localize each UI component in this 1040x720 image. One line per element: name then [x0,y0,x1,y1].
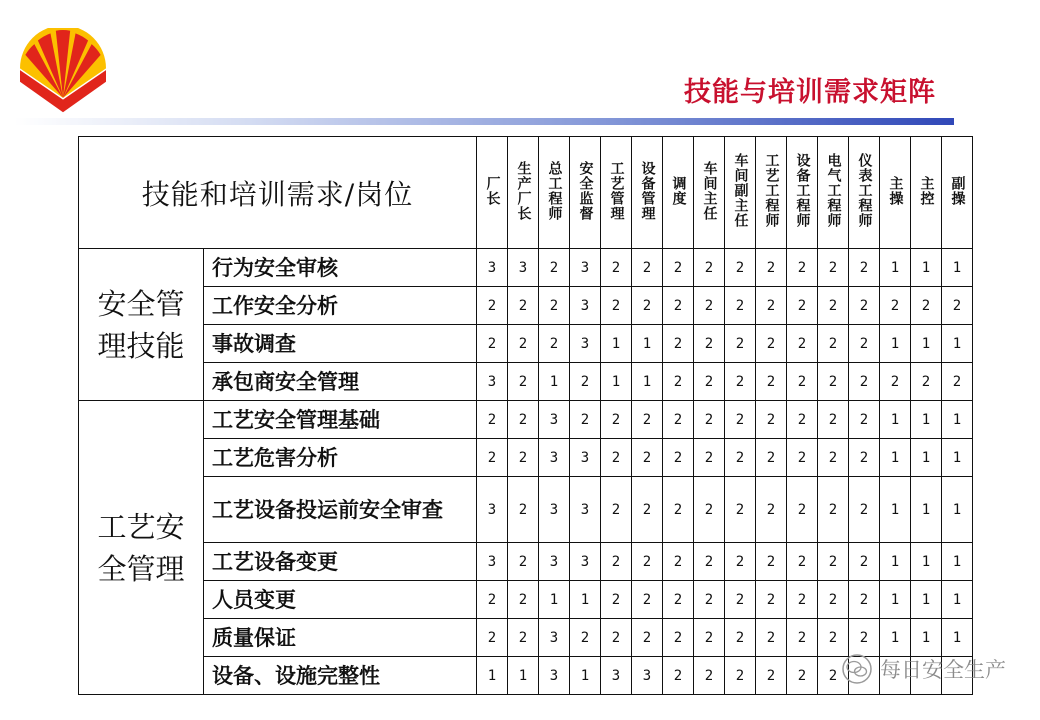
rating-cell: 1 [880,325,911,363]
rating-cell: 2 [508,363,539,401]
table-row [79,657,973,695]
rating-cell: 1 [880,619,911,657]
rating-cell: 2 [756,581,787,619]
rating-cell: 2 [818,439,849,477]
rating-cell: 1 [911,581,942,619]
rating-cell: 1 [477,657,508,695]
rating-cell: 2 [818,581,849,619]
rating-cell: 1 [570,581,601,619]
rating-cell: 2 [787,363,818,401]
rating-cell: 3 [539,657,570,695]
rating-cell: 2 [756,287,787,325]
rating-cell: 2 [477,581,508,619]
rating-cell: 2 [787,287,818,325]
rating-cell: 2 [694,249,725,287]
position-label: 车间主任 [701,160,718,221]
rating-cell: 2 [725,439,756,477]
position-header [725,137,756,249]
rating-cell: 2 [539,325,570,363]
rating-cell: 2 [787,401,818,439]
rating-cell: 2 [849,619,880,657]
rating-cell: 2 [694,543,725,581]
rating-cell: 2 [508,581,539,619]
rating-cell: 2 [849,543,880,581]
rating-cell: 2 [818,249,849,287]
table-row [79,287,973,325]
rating-cell: 2 [725,401,756,439]
header-row [79,137,973,249]
rating-cell: 2 [725,249,756,287]
rating-cell: 2 [756,657,787,695]
rating-cell: 3 [477,477,508,543]
rating-cell: 1 [632,363,663,401]
rating-cell: 2 [849,439,880,477]
rating-cell: 1 [942,477,973,543]
corner-label: 技能和培训需求/岗位 [79,137,477,249]
rating-cell: 1 [570,657,601,695]
rating-cell: 1 [942,543,973,581]
position-label: 设备工程师 [794,153,811,228]
position-header [942,137,973,249]
position-label: 总工程师 [546,160,563,221]
rating-cell: 2 [601,581,632,619]
rating-cell: 2 [694,439,725,477]
rating-cell: 1 [911,619,942,657]
position-header [663,137,694,249]
rating-cell: 3 [477,363,508,401]
table-row [79,363,973,401]
skill-name: 设备、设施完整性 [204,657,477,695]
rating-cell: 3 [539,477,570,543]
rating-cell: 1 [942,401,973,439]
rating-cell: 3 [570,439,601,477]
skill-name: 行为安全审核 [204,249,477,287]
rating-cell: 2 [849,287,880,325]
rating-cell: 2 [477,439,508,477]
rating-cell: 2 [508,477,539,543]
wechat-icon [842,654,872,684]
rating-cell: 2 [663,581,694,619]
rating-cell: 2 [663,543,694,581]
rating-cell: 1 [942,581,973,619]
category-label-line: 安全管 [97,286,185,321]
rating-cell: 2 [570,401,601,439]
rating-cell: 2 [694,477,725,543]
rating-cell: 2 [818,401,849,439]
rating-cell: 2 [849,325,880,363]
rating-cell: 1 [601,325,632,363]
rating-cell: 2 [694,619,725,657]
position-label: 安全监督 [577,160,594,221]
rating-cell: 2 [787,325,818,363]
rating-cell: 2 [663,325,694,363]
rating-cell: 3 [508,249,539,287]
position-label: 厂长 [484,175,501,206]
rating-cell: 1 [911,439,942,477]
rating-cell: 1 [880,401,911,439]
rating-cell: 2 [694,401,725,439]
rating-cell: 3 [539,401,570,439]
rating-cell: 2 [632,619,663,657]
rating-cell: 2 [849,363,880,401]
rating-cell: 1 [911,401,942,439]
rating-cell: 3 [570,249,601,287]
rating-cell: 2 [601,287,632,325]
slide-title: 技能与培训需求矩阵 [684,77,936,108]
rating-cell: 2 [601,401,632,439]
rating-cell: 2 [818,325,849,363]
rating-cell: 2 [725,543,756,581]
category-label-line: 工艺安 [97,509,185,544]
watermark [842,654,1006,684]
rating-cell: 2 [787,619,818,657]
rating-cell: 2 [477,401,508,439]
rating-cell: 2 [787,581,818,619]
rating-cell: 2 [942,287,973,325]
position-header [818,137,849,249]
rating-cell: 2 [818,287,849,325]
rating-cell: 1 [942,439,973,477]
rating-cell: 2 [601,477,632,543]
company-logo [18,28,108,114]
rating-cell: 2 [663,401,694,439]
rating-cell: 2 [880,363,911,401]
rating-cell: 3 [570,287,601,325]
table-row [79,543,973,581]
rating-cell: 1 [880,439,911,477]
rating-cell: 2 [725,363,756,401]
rating-cell: 2 [601,249,632,287]
table-row [79,249,973,287]
rating-cell: 2 [508,439,539,477]
rating-cell: 1 [942,619,973,657]
rating-cell: 2 [849,477,880,543]
rating-cell: 3 [539,619,570,657]
rating-cell: 2 [663,249,694,287]
table-row [79,619,973,657]
rating-cell: 2 [725,619,756,657]
rating-cell: 2 [632,581,663,619]
skill-name: 工艺危害分析 [204,439,477,477]
position-label: 电气工程师 [825,153,842,228]
table-row [79,401,973,439]
rating-cell: 2 [477,287,508,325]
rating-cell: 2 [663,439,694,477]
position-label: 主控 [918,175,935,206]
rating-cell: 1 [539,363,570,401]
rating-cell: 2 [539,287,570,325]
position-label: 副操 [949,175,966,206]
rating-cell: 2 [725,287,756,325]
position-header [849,137,880,249]
rating-cell: 2 [539,249,570,287]
rating-cell: 2 [818,543,849,581]
rating-cell: 2 [725,325,756,363]
rating-cell: 2 [663,619,694,657]
rating-cell: 2 [508,401,539,439]
rating-cell: 3 [539,439,570,477]
rating-cell: 2 [787,657,818,695]
rating-cell: 2 [508,619,539,657]
position-label: 工艺工程师 [763,153,780,228]
rating-cell: 2 [632,477,663,543]
rating-cell: 2 [601,439,632,477]
position-header [632,137,663,249]
skill-name: 工艺设备变更 [204,543,477,581]
rating-cell: 2 [880,287,911,325]
rating-cell: 2 [756,401,787,439]
rating-cell: 2 [694,363,725,401]
position-header [756,137,787,249]
rating-cell: 1 [632,325,663,363]
rating-cell: 2 [508,325,539,363]
skill-name: 人员变更 [204,581,477,619]
rating-cell: 2 [787,543,818,581]
rating-cell: 2 [725,657,756,695]
skill-name: 工艺设备投运前安全审查 [204,477,477,543]
position-label: 调度 [670,175,687,206]
rating-cell: 2 [756,249,787,287]
rating-cell: 2 [570,619,601,657]
rating-cell: 3 [477,249,508,287]
rating-cell: 2 [632,401,663,439]
rating-cell: 1 [601,363,632,401]
rating-cell: 2 [756,477,787,543]
position-header [787,137,818,249]
rating-cell: 2 [756,439,787,477]
rating-cell: 1 [880,249,911,287]
rating-cell: 2 [818,363,849,401]
rating-cell: 2 [694,581,725,619]
rating-cell: 2 [818,619,849,657]
rating-cell: 2 [849,249,880,287]
rating-cell: 1 [539,581,570,619]
category-label [79,283,203,367]
rating-cell: 2 [632,543,663,581]
table-row [79,581,973,619]
rating-cell: 2 [508,287,539,325]
skill-name: 事故调查 [204,325,477,363]
category-label [79,506,203,590]
rating-cell: 2 [694,657,725,695]
rating-cell: 2 [601,543,632,581]
rating-cell: 2 [818,477,849,543]
skills-matrix-table [78,136,973,695]
rating-cell: 2 [787,249,818,287]
title-divider [14,118,954,125]
rating-cell: 2 [756,363,787,401]
rating-cell: 2 [508,543,539,581]
rating-cell: 2 [756,543,787,581]
table-row [79,439,973,477]
rating-cell: 3 [477,543,508,581]
rating-cell: 1 [880,581,911,619]
rating-cell: 1 [942,249,973,287]
position-header [601,137,632,249]
rating-cell: 2 [663,363,694,401]
rating-cell: 2 [911,363,942,401]
rating-cell: 2 [663,477,694,543]
skill-name: 工作安全分析 [204,287,477,325]
rating-cell: 2 [849,401,880,439]
rating-cell: 2 [911,287,942,325]
category-cell [79,401,204,695]
rating-cell: 2 [725,581,756,619]
rating-cell: 1 [911,477,942,543]
position-header [508,137,539,249]
skill-name: 工艺安全管理基础 [204,401,477,439]
rating-cell: 3 [570,543,601,581]
rating-cell: 2 [756,325,787,363]
table-row [79,477,973,543]
position-header [477,137,508,249]
rating-cell: 2 [570,363,601,401]
category-label-line: 全管理 [97,551,185,586]
position-label: 主操 [887,175,904,206]
rating-cell: 3 [601,657,632,695]
rating-cell: 2 [694,287,725,325]
table-row [79,325,973,363]
rating-cell: 2 [477,325,508,363]
rating-cell: 3 [632,657,663,695]
rating-cell: 2 [601,619,632,657]
position-label: 生产厂长 [515,160,532,221]
skill-name: 承包商安全管理 [204,363,477,401]
rating-cell: 3 [570,477,601,543]
rating-cell: 2 [756,619,787,657]
rating-cell: 1 [880,477,911,543]
rating-cell: 3 [570,325,601,363]
position-header [911,137,942,249]
position-label: 车间副主任 [732,153,749,228]
rating-cell: 2 [787,477,818,543]
rating-cell: 1 [508,657,539,695]
position-label: 工艺管理 [608,160,625,221]
rating-cell: 2 [787,439,818,477]
skill-name: 质量保证 [204,619,477,657]
watermark-text: 每日安全生产 [880,658,1006,682]
rating-cell: 2 [632,287,663,325]
position-header [880,137,911,249]
position-label: 仪表工程师 [856,153,873,228]
rating-cell: 2 [632,439,663,477]
rating-cell: 2 [663,287,694,325]
rating-cell: 2 [632,249,663,287]
rating-cell: 2 [694,325,725,363]
rating-cell: 1 [911,325,942,363]
position-header [570,137,601,249]
rating-cell: 2 [725,477,756,543]
position-header [694,137,725,249]
category-cell [79,249,204,401]
rating-cell: 2 [849,581,880,619]
position-label: 设备管理 [639,160,656,221]
rating-cell: 2 [818,657,849,695]
rating-cell: 1 [880,543,911,581]
rating-cell: 2 [942,363,973,401]
category-label-line: 理技能 [97,328,185,363]
rating-cell: 3 [539,543,570,581]
rating-cell: 1 [942,325,973,363]
rating-cell: 2 [477,619,508,657]
position-header [539,137,570,249]
rating-cell: 1 [911,543,942,581]
rating-cell: 2 [663,657,694,695]
rating-cell: 1 [911,249,942,287]
